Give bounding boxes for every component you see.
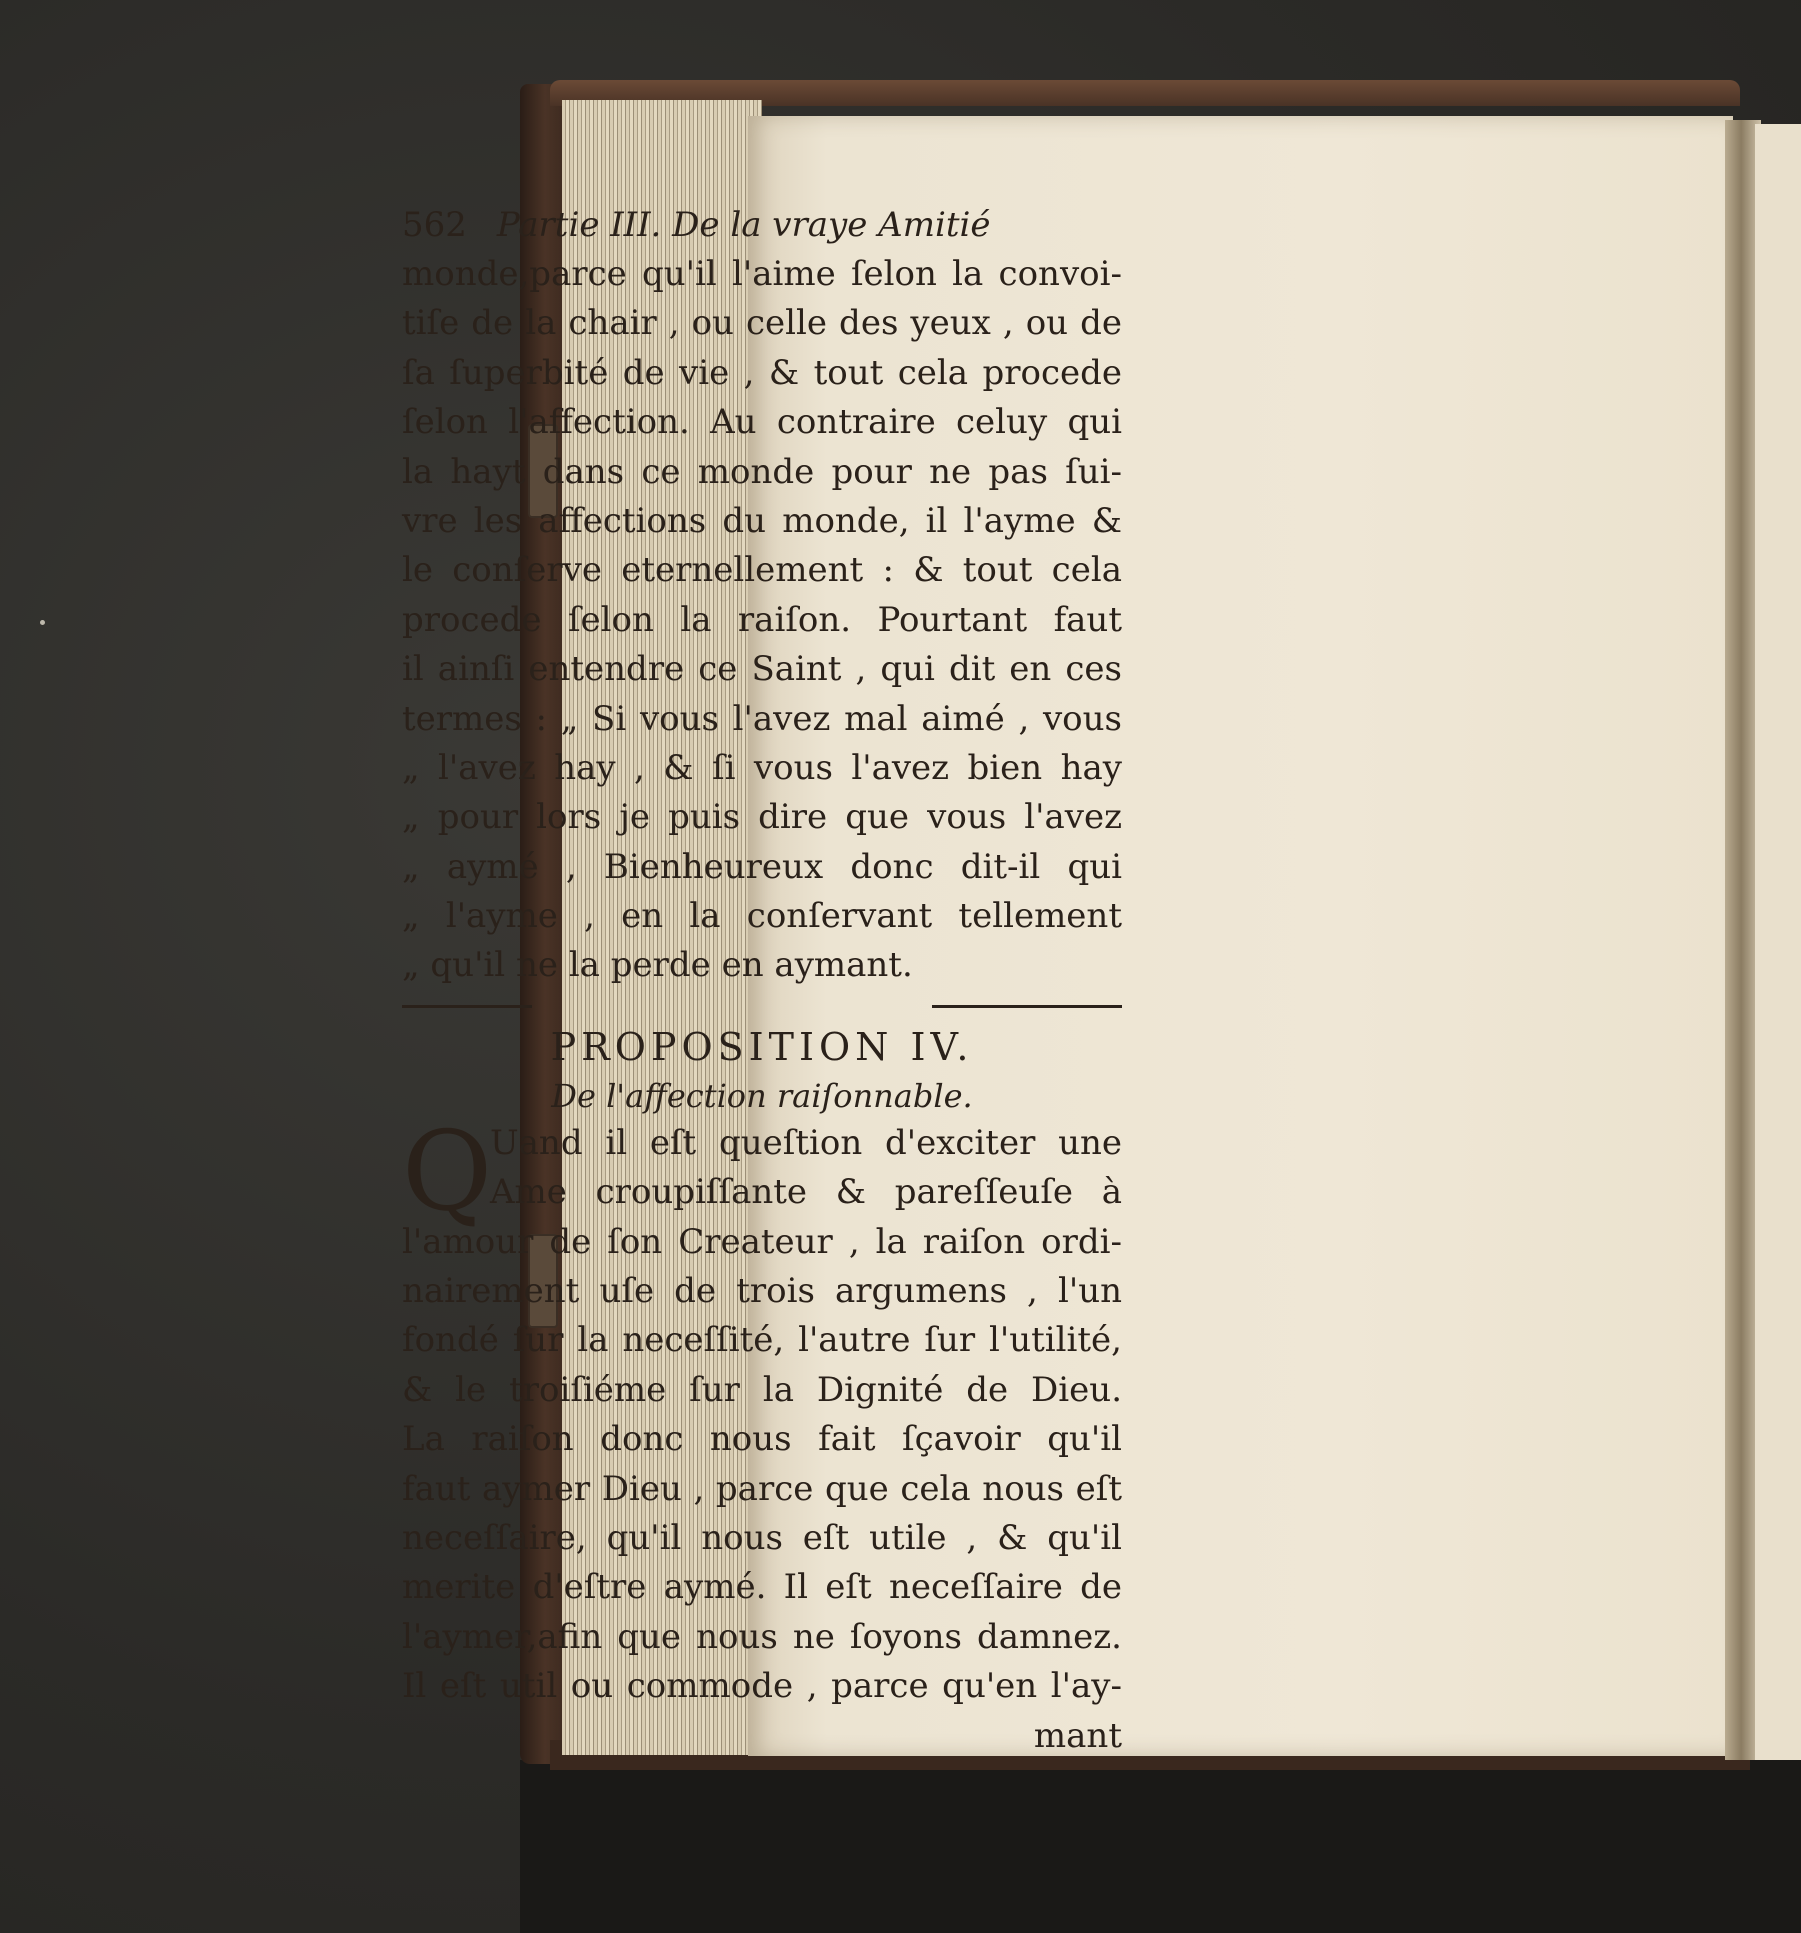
text-line: la hayt dans ce monde pour ne pas ſui- bbox=[402, 451, 1122, 492]
text-line: tiſe de la chair , ou celle des yeux , ou de bbox=[402, 303, 1122, 344]
text-line: La raiſon donc nous fait ſçavoir qu'il bbox=[402, 1419, 1122, 1460]
drop-cap: Q bbox=[402, 1106, 493, 1235]
page-text bbox=[402, 200, 1652, 1761]
text-line: l'amour de ſon Createur , la raiſon ordi- bbox=[402, 1221, 1122, 1262]
text-lines-top bbox=[402, 250, 1652, 991]
section-rule bbox=[402, 991, 1652, 1021]
text-line: l'aymer,afin que nous ne ſoyons damnez. bbox=[402, 1616, 1122, 1657]
text-line: neceſſaire, qu'il nous eſt utile , & qu'il bbox=[402, 1517, 1122, 1558]
table-shadow bbox=[520, 1760, 1801, 1933]
text-line: „ pour lors je puis dire que vous l'avez bbox=[402, 797, 1122, 838]
facing-page bbox=[1755, 124, 1801, 1760]
text-line: procede ſelon la raiſon. Pourtant faut bbox=[402, 599, 1122, 640]
text-line: „ l'ayme , en la conſervant tellement bbox=[402, 896, 1122, 937]
text-line: termes : „ Si vous l'avez mal aimé , vous bbox=[402, 698, 1122, 739]
text-line: le conſerve eternellement : & tout cela bbox=[402, 550, 1122, 591]
running-head bbox=[402, 200, 1652, 250]
text-line: „ l'avez hay , & ſi vous l'avez bien hay bbox=[402, 747, 1122, 788]
text-line: vre les affections du monde, il l'ayme & bbox=[402, 500, 1122, 541]
text-line: il ainſi entendre ce Saint , qui dit en ces bbox=[402, 649, 1122, 690]
proposition-subtitle: De l'affection raiſonnable. bbox=[551, 1076, 973, 1115]
text-line: & le troiſiéme ſur la Dignité de Dieu. bbox=[402, 1369, 1122, 1410]
text-line: monde,parce qu'il l'aime ſelon la convoi- bbox=[402, 254, 1122, 294]
text-line: ſelon l'affection. Au contraire celuy qui bbox=[402, 402, 1122, 443]
text-line: Ame croupiſſante & pareſſeuſe à bbox=[490, 1172, 1122, 1213]
text-line: faut aymer Dieu , parce que cela nous eſt bbox=[402, 1468, 1122, 1509]
proposition-title: PROPOSITION IV. bbox=[550, 1024, 974, 1069]
text-line: ſa ſuperbité de vie , & tout cela procede bbox=[402, 352, 1122, 393]
text-line: „ qu'il ne la perde en aymant. bbox=[402, 945, 913, 986]
running-head-title: Partie III. De la vraye Amitié bbox=[496, 205, 991, 245]
text-line: Uand il eſt queſtion d'exciter une bbox=[490, 1122, 1122, 1163]
text-line: nairement uſe de trois argumens , l'un bbox=[402, 1271, 1122, 1312]
text-line: „ aymé , Bienheureux donc dit-il qui bbox=[402, 846, 1122, 887]
text-line: Il eſt util ou commode , parce qu'en l'ay- bbox=[402, 1666, 1122, 1707]
paragraph bbox=[402, 1106, 1652, 1761]
dust-speck bbox=[40, 620, 45, 625]
page-number: 562 bbox=[402, 205, 467, 245]
catchword: mant bbox=[1033, 1715, 1122, 1756]
text-line: merite d'eſtre aymé. Il eſt neceſſaire de bbox=[402, 1567, 1122, 1608]
text-line: fondé ſur la neceſſité, l'autre ſur l'utilité, bbox=[402, 1320, 1122, 1361]
